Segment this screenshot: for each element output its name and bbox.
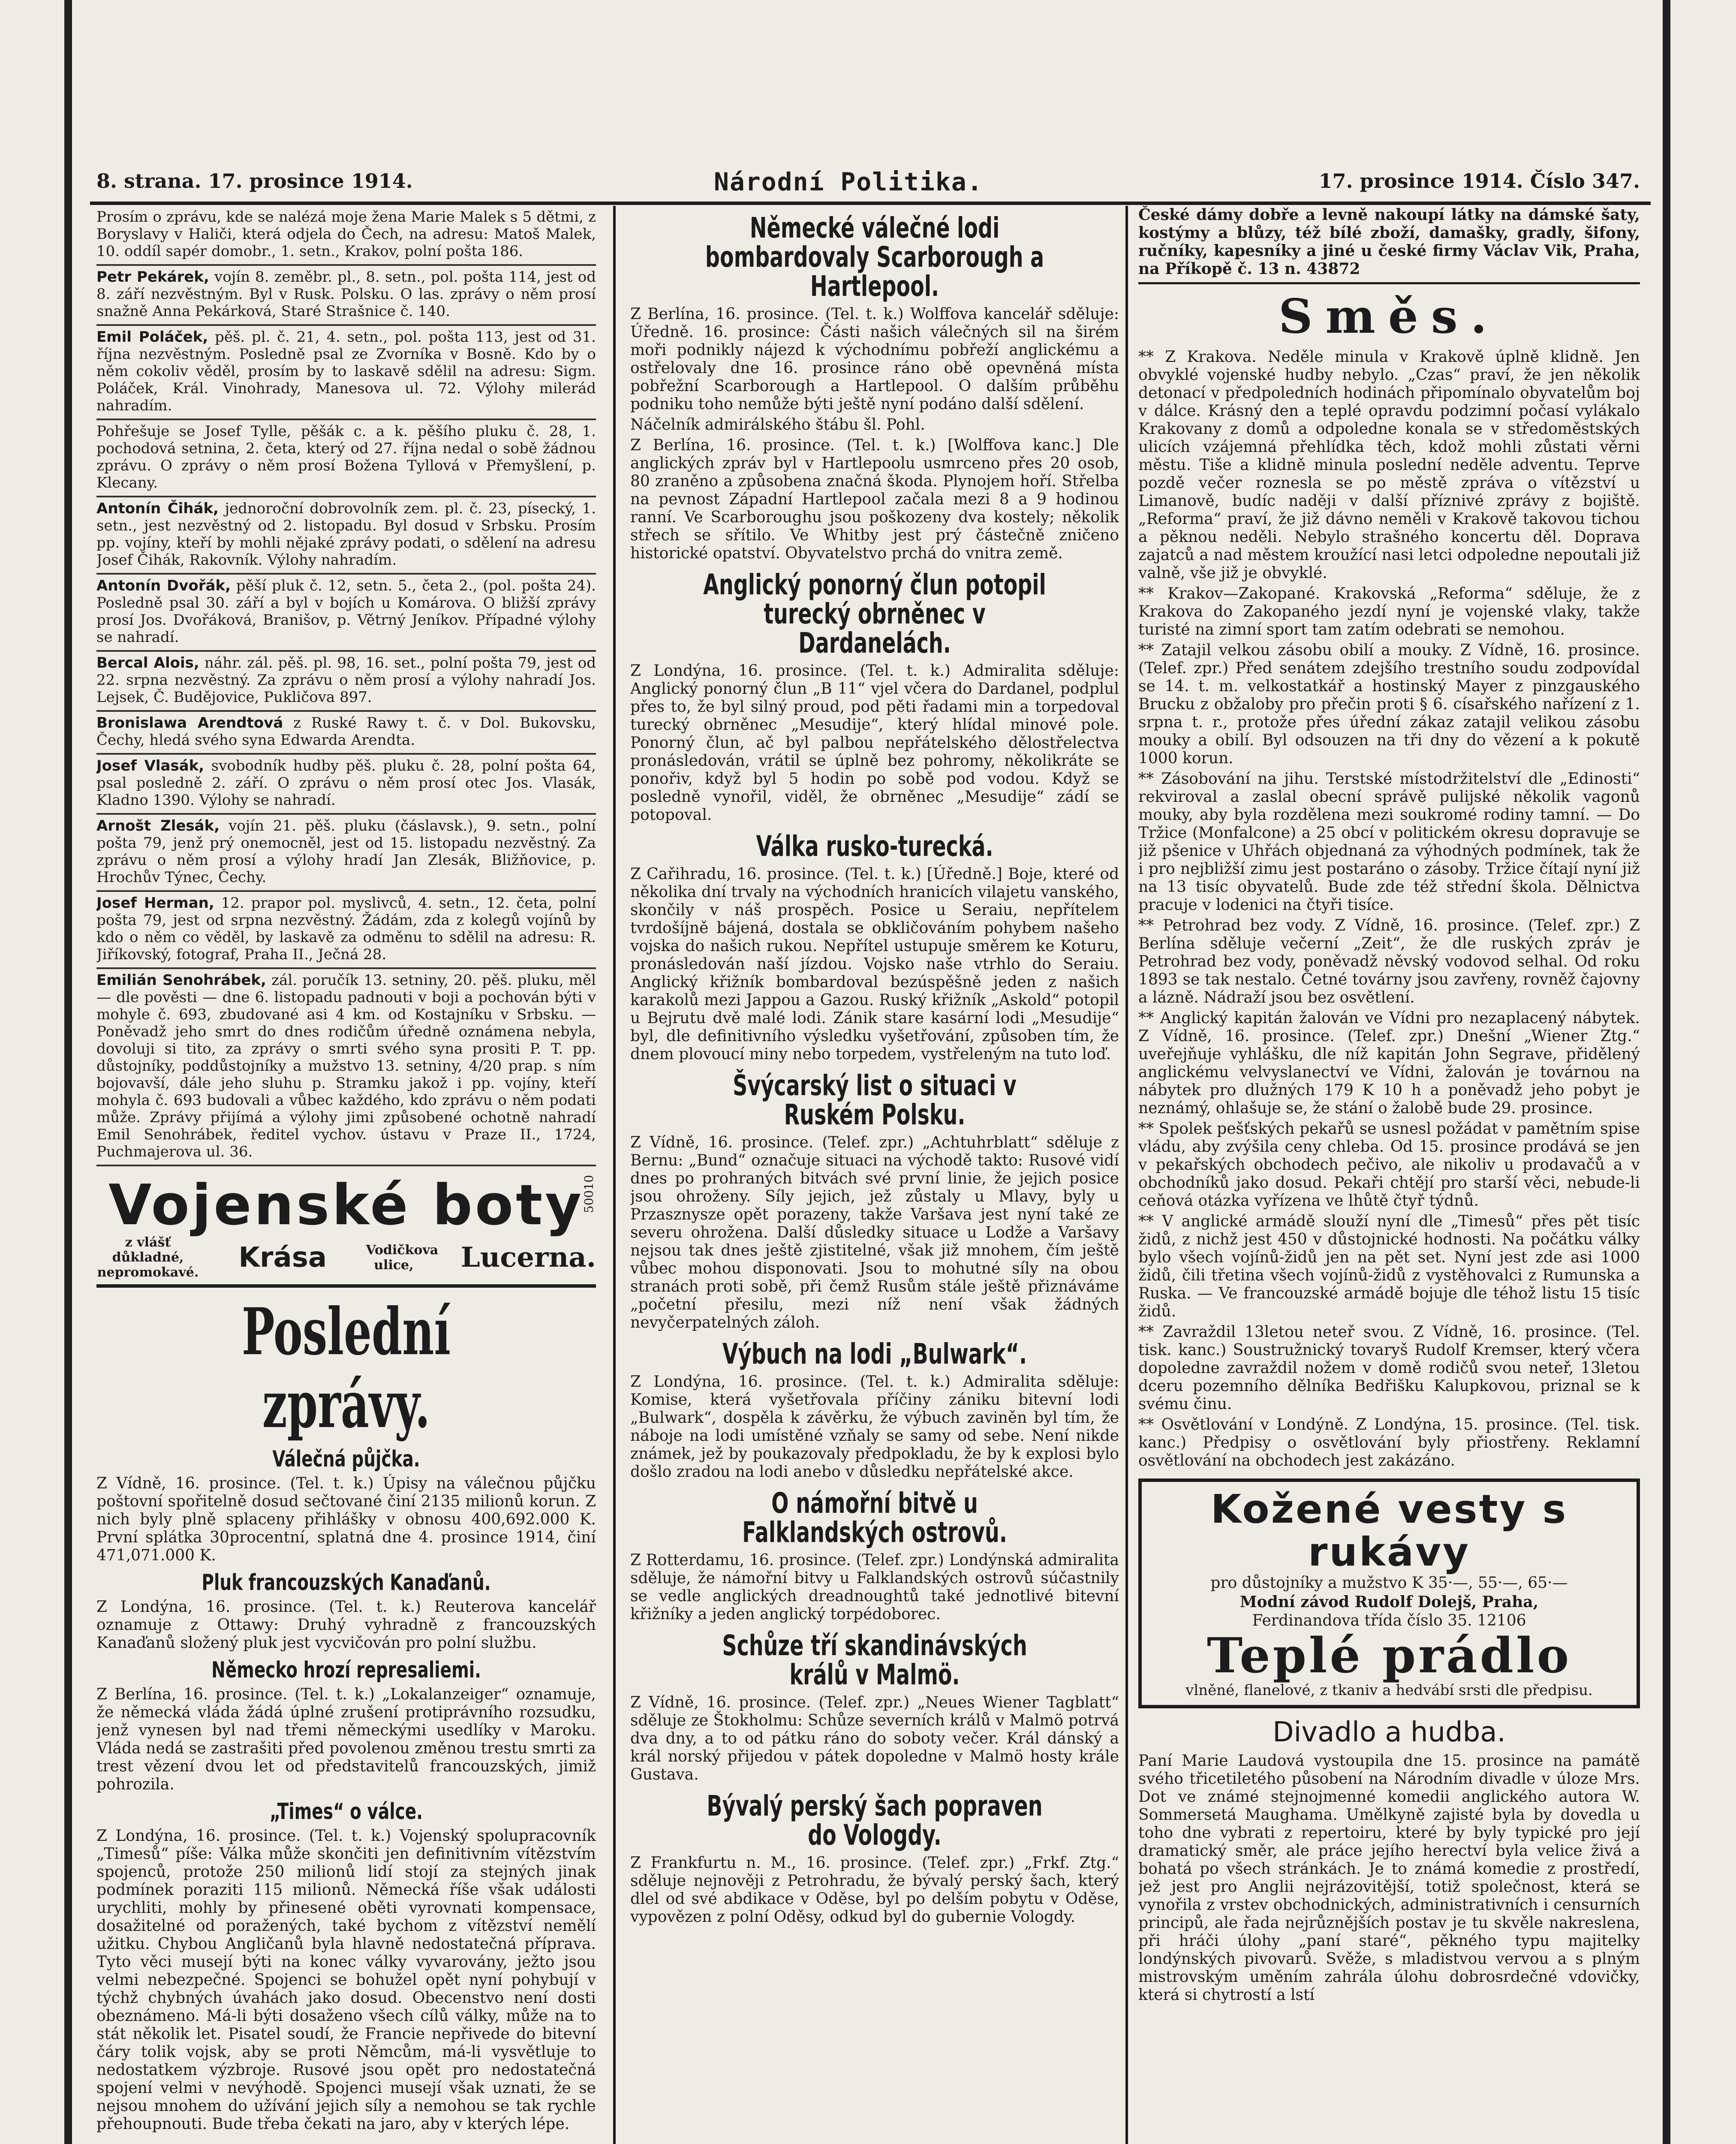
vests-ad-line1: pro důstojníky a mužstvo K 35·—, 55·—, 65·—: [1210, 1574, 1568, 1592]
personal-ad-name: Bronislawa Arendtová: [96, 714, 283, 732]
personal-ad-name: Emil Poláček,: [96, 328, 208, 346]
boot-ad-place: Lucerna.: [460, 1241, 596, 1274]
article-paragraph: Z Berlína, 16. prosince. (Tel. t. k.) Wolffova kancelář sděluje: Úředně. 16. prosince: Části našich válečných sil na širém moři podnikly nájezd k východnímu pobřeží anglickému a ostřelovaly dne 16. prosince ráno obě opevněná místa pobřežní Scarborough a Hartlepool. O dalším průběhu podniku toho nemůže býti ještě nyní podáno další sdělení.: [630, 305, 1119, 413]
column-2: [630, 206, 1119, 2144]
article-paragraph: Z Berlína, 16. prosince. (Tel. t. k.) [Wolffova kanc.] Dle anglických zpráv byl v Hartlepoolu usmrceno přes 20 osob, 80 zraněno a způsobena značná škoda. Plynojem hoří. Střelba na pevnost Západní Hartlepool začala mezi 8 a 9 hodinou ranní. Ve Scarboroughu jsou poškozeny dva kostely; několik střech se sřítilo. Ve Whitby jest prý částečně zničeno historické opatství. Obyvatelstvo prchá do vnitra země.: [630, 437, 1119, 562]
boot-ad-street: Vodičkova ulice,: [366, 1242, 439, 1273]
header-right: 17. prosince 1914. Číslo 347.: [1318, 169, 1640, 193]
section-title-miscellany: Směs.: [1278, 289, 1500, 344]
vests-ad-title: Kožené vesty s rukávy: [1210, 1486, 1568, 1575]
article-paragraph: Z Rotterdamu, 16. prosince. (Telef. zpr.) Londýnská admiralita sděluje, že námořní bitvy u Falklandských ostrovů súčastnily se vedle anglických dreadnoughtů také jednotlivé bitevní křižníky a jeden anglický torpédoborec.: [630, 1551, 1119, 1623]
article-paragraph: Z Vídně, 16. prosince. (Telef. zpr.) „Neues Wiener Tagblatt“ sděluje ze Štokholmu: Schůze severních králů v Malmö potrvá dva dny, a to od pátku ráno do soboty večer. Král dánský a král norský přijedou v pátek dopoledne v Malmö hosty krále Gustava.: [630, 1694, 1119, 1783]
personal-ad-name: Antonín Čihák,: [96, 500, 219, 517]
column-rule: [1125, 206, 1128, 2144]
personal-ad-name: Emilián Senohrábek,: [96, 972, 266, 989]
miscellany-item: ** Osvětlování v Londýně. Z Londýna, 15. prosince. (Tel. tisk. kanc.) Předpisy o osvětlování byly přiostřeny. Reklamní osvětlování na obchodech jest zakázáno.: [1138, 1416, 1640, 1469]
article-title: Pluk francouzských Kanaďanů.: [202, 1570, 491, 1596]
boot-ad-code: 50010: [582, 1175, 596, 1214]
miscellany-item: ** Zavraždil 13letou neteř svou. Z Vídně, 16. prosince. (Tel. tisk. kanc.) Soustružnický tovaryš Rudolf Kremser, který včera dopoledne zavraždil nožem v domě rodičů svou neteř, 13letou dceru pozemního dělníka Bedřišku Kalupkovou, priznal se k svému činu.: [1138, 1323, 1640, 1413]
latest-news-articles: [96, 1447, 596, 2133]
section-title-latest-news: Poslední zprávy.: [241, 1294, 451, 1442]
miscellany-item: ** Spolek pešťských pekařů se usnesl požádat v pamětním spise vládu, aby zvýšila ceny chleba. Od 15. prosince prodává se jen v pekařských obchodech pečivo, ale nikoliv u prodavačů a v obchodníků jako dosud. Pekaři chtějí pro starší věci, nebude-li ceňová otázka vyřízena ve lhůtě čtyř týdnů.: [1138, 1120, 1640, 1210]
article-headline: Švýcarský list o situaci v Ruském Polsku.: [733, 1069, 1017, 1131]
article-text: Z Londýna, 16. prosince. (Tel. t. k.) Vojenský spolupracovník „Timesů“ píše: Válka může skončiti jen definitivním vítězstvím spojenců, protože 250 milionů lidí stojí za stejných jinak podmínek poraziti 115 milionů. Německá říše však události urychliti, mohly by přinesené oběti vyrovnati kompensace, dosažitelné od poražených, také bychom z vítězství nemělí užitku. Chybou Angličanů byla hlavně nedostatečná příprava. Tyto věci musejí býti na konec války vyvarovány, ježto jsou velmi nebezpečné. Spojenci se bohužel opět nyní pohybují v týchž chybných úvahách jako dosud. Obecenstvo není dosti obeznámeno. Má-li býti dosaženo všech cílů války, může na to stát několik let. Pisatel soudí, že Francie nepřivede do bitevní čáry tolik vojsk, aby se proti Němcům, má-li vysvětluje to nedostatkem výzbroje. Rusové jsou opět pro nedostatečná spojení velmi v nevýhodě. Spojenci musejí však uznati, že se nejsou mnohem do užívání jejich síly a nemohou se tak rychle přehoupnouti. Bude třeba čekati na jaro, aby v kterých lépe.: [96, 1827, 596, 2133]
personal-ad: [96, 206, 596, 266]
personal-ad-text: zál. poručík 13. setniny, 20. pěš. pluku, měl — dle pověsti — dne 6. listopadu padnouti v boji a pochován býti v mohyle č. 693, zbudované asi 4 km. od Kostajníku v Srbsku. — Poněvadž jeho smrt do dnes rodičům úředně oznámena nebyla, dovoluji si tito, za zprávy o smrti svého syna prositi P. T. pp. důstojníky, poddůstojníky a mužstvo 13. setniny, 4/20 prap. s ním bojovavší, dále jeho sluhu p. Stramku jakož i pp. vojíny, kteří mohyla č. 693 budovali a vůbec každého, kdo zprávu o něm podati může. Zprávy přijímá a výlohy jimi způsobené ochotně nahradí Emil Senohrábek, ředitel vychov. ústavu v Praze II., 1724, Puchmajerova ul. 36.: [96, 972, 596, 1160]
article-paragraph: Z Vídně, 16. prosince. (Telef. zpr.) „Achtuhrblatt“ sděluje z Bernu: „Bund“ označuje situaci na východě takto: Rusové vidí dnes po prohraných bitvách své první linie, že jejich posice jsou ohroženy. Síly jejich, jež zůstaly u Mlavy, byly u Przasznysze opět porazeny, takže Varšava jest nyní také ze severu ohrožena. Další důsledky situace u Lodže a Varšavy nejsou tak dnes ještě zjistitelné, však již mnohem, čím ještě vůbec mohou disponovati. Jsou to mohutné síly na obou stranách proti sobě, při čemž Rusům stále ještě přiznáváme „početní přesilu, mezi níž není však žádných nevyčerpatelných záloh.: [630, 1134, 1119, 1331]
article-title: Válečná půjčka.: [272, 1446, 420, 1472]
personal-ad-name: Josef Herman,: [96, 894, 214, 912]
miscellany-items: [1138, 348, 1640, 1470]
article-headline: Schůze tří skandinávských králů v Malmö.: [722, 1629, 1027, 1691]
boot-ad-brand: Krása: [238, 1241, 327, 1274]
personal-ad-name: Bercal Alois,: [96, 654, 199, 672]
personal-ads: [96, 206, 596, 1166]
header-left: 8. strana. 17. prosince 1914.: [96, 169, 413, 193]
war-news-articles: [630, 211, 1119, 1926]
miscellany-item: ** Anglický kapitán žalován ve Vídni pro nezaplacený nábytek. Z Vídně, 16. prosince. (Telef. zpr.) Dnešní „Wiener Ztg.“ uveřejňuje vyhlášku, dle níž kapitán John Segrave, přidělený anglickému velvyslanectví ve Vídni, žalován je továrnou na nábytek pro dlužných 179 K 10 h a poněvadž jeho pobyt je neznámý, ohlašuje se, že stání o žalobě bude 29. prosince.: [1138, 1009, 1640, 1117]
personal-ad-name: Arnošt Zlesák,: [96, 817, 220, 834]
personal-ad-text: pěš. pl. č. 21, 4. setn., pol. pošta 113, jest od 31. října nezvěstným. Posledně psal ze Zvorníka v Bosně. Kdo by o něm cokoliv věděl, prosím by to laskavě sdělil na adresu: Sigm. Poláček, Král. Vinohrady, Manesova ul. 72. Výlohy milerád nahradím.: [96, 328, 596, 414]
personal-ad-text: vojín 21. pěš. pluku (čáslavsk.), 9. setn., polní pošta 79, jenž prý onemocněl, jest od 15. listopadu nezvěstný. Za zprávu o něm prosí a výlohy hradí Jan Zlesák, Bližňovice, p. Hrochův Týnec, Čechy.: [96, 817, 596, 886]
boot-advertisement: [96, 1166, 596, 1288]
personal-ad-text: z Ruské Rawy t. č. v Dol. Bukovsku, Čechy, hledá svého syna Edwarda Arendta.: [96, 714, 596, 749]
column-3: [1138, 206, 1640, 2144]
vests-advertisement: [1138, 1479, 1640, 1708]
miscellany-item: ** Zatajil velkou zásobu obilí a mouky. Z Vídně, 16. prosince. (Telef. zpr.) Před senátem zdejšího trestního soudu zodpovídal se 14. t. m. velkostatkář a hostinský Mayer z pinzgauského Brucku z obžaloby pro přečin proti § 6. císařského nařízení z 1. srpna t. r., protože přes úřední zákaz zatajil velikou zásobu mouky a obilí. Byl odsouzen na tři dny do vězení a k pokutě 1000 korun.: [1138, 641, 1640, 767]
article-text: Z Londýna, 16. prosince. (Tel. t. k.) Reuterova kancelář oznamuje z Ottawy: Druhý vyhradně z francouzských Kanaďanů složený pluk jest vycvičován pro polní službu.: [96, 1598, 596, 1652]
top-advertisement: České dámy dobře a levně nakoupí látky na dámské šaty, kostýmy a blůzy, též bílé zboží, damašky, gradly, šifony, ručníky, kapesníky a jiné u české firmy Václav Vik, Praha, na Příkopě č. 13 n. 43872: [1138, 206, 1640, 278]
article-paragraph: Z Frankfurtu n. M., 16. prosince. (Telef. zpr.) „Frkf. Ztg.“ sděluje nejnověji z Petrohradu, že bývalý perský šach, který dlel od své abdikace v Oděse, byl po delším pobytu v Oděse, vypovězen z polní Oděsy, odkud byl do gubernie Vologdy.: [630, 1854, 1119, 1926]
article-paragraph: Náčelník admirálského štábu šl. Pohl.: [630, 416, 925, 434]
personal-ad: [96, 652, 596, 712]
article-headline: Válka rusko-turecká.: [756, 830, 993, 863]
section-title-theatre: Divadlo a hudba.: [1273, 1716, 1506, 1748]
article-paragraph: Z Cařihradu, 16. prosince. (Tel. t. k.) [Úředně.] Boje, které od několika dní trvaly na východních hranicích vilajetu vanského, skončily v náš prospěch. Posice u Seraiu, nepřítelem tvrdošíjně bájená, dostala se obkličováním pohybem našeho vojska do našich rukou. Nepřítel ustupuje směrem ke Koturu, pronásledován naší jízdou. Vojsko naše vtrhlo do Seraiu. Anglický křižník bombardoval bezúspěšně jeden z našich karakolů mezi Jappou a Gazou. Ruský křižník „Askold“ potopil u Bejrutu dvě malé lodi. Zánik stare kasární lodi „Mesudije“ byl, dle definitivního výsledku vyšetřování, způsoben tím, že dnem plovoucí miny nebo torpedem, vystřeleným na tuto loď.: [630, 865, 1119, 1063]
article-title: „Times“ o válce.: [269, 1799, 423, 1825]
article-text: Z Berlína, 16. prosince. (Tel. t. k.) „Lokalanzeiger“ oznamuje, že německá vláda žádá úplné zrušení protiprávního rozsudku, jenž vynesen byl nad třemi německými usedlíky v Maroku. Vláda nedá se zastrašiti před povolenou změnou trestu smrti za trest vězení dvou let od představitelů francouzských, jimiž pohrozila.: [96, 1686, 596, 1793]
miscellany-item: ** Krakov—Zakopané. Krakovská „Reforma“ sděluje, že z Krakova do Zakopaného jezdí nyní je vojenské vlaky, takže turisté na zimní sport tam zatím odebrati se nemohou.: [1138, 585, 1640, 638]
article-paragraph: Z Londýna, 16. prosince. (Tel. t. k.) Admiralita sděluje: Komise, která vyšetřovala příčiny zániku bitevní lodi „Bulwark“, dospěla k závěrku, že výbuch zaviněn byl tím, že náboje na lodi umístěné vzňaly se samy od sebe. Není nikde známek, jež by poukazovaly předpokladu, že by k explosi bylo došlo zradou na lodi anebo v důsledku nepřátelské akce.: [630, 1373, 1119, 1481]
article-headline: Anglický ponorný člun potopil turecký obrněnec v Dardanelách.: [703, 568, 1046, 659]
personal-ad: [96, 712, 596, 755]
warm-linen-ad-title: Teplé prádlo: [1206, 1628, 1572, 1684]
divider: [1138, 282, 1640, 284]
column-rule: [613, 206, 616, 2144]
personal-ad-text: jednoroční dobrovolník zem. pl. č. 23, písecký, 1. setn., jest nezvěstný od 2. listopadu. Byl dosud v Srbsku. Prosím pp. vojíny, kteří by mohli nějaké zprávy podati, o sdělení na adresu Josef Čihák, Rakovník. Výlohy nahradím.: [96, 500, 596, 569]
boot-ad-note: z vlášť důkladné, nepromokavé.: [97, 1235, 199, 1280]
page-header: [96, 163, 1640, 202]
warm-linen-ad-line: vlněné, flanelové, z tkaniv a hedvábí srsti dle předpisu.: [1185, 1682, 1593, 1699]
personal-ad-name: Josef Vlasák,: [96, 757, 205, 774]
personal-ad: [96, 969, 596, 1166]
article-headline: Bývalý perský šach popraven do Vologdy.: [707, 1789, 1043, 1852]
personal-ad-name: Antonín Dvořák,: [96, 577, 231, 594]
personal-ad-name: Petr Pekárek,: [96, 268, 209, 286]
personal-ad-text: Pohřešuje se Josef Tylle, pěšák c. a k. pěšího pluku č. 28, 1. pochodová setnina, 2. četa, který od 27. října nedal o sobě žádnou zprávu. O zprávy o něm prosí Božena Tyllová v Přemyšlení, p. Klecany.: [96, 423, 596, 491]
miscellany-item: ** V anglické armádě slouží nyní dle „Timesů“ přes pět tisíc židů, z nichž jest 450 v důstojnické hodnosti. Na počátku války bylo všech vojínů-židů jen na pět set. Nyní jest zde asi 1000 židů, čili třetina všech vojínů-židů z vystěhovalci z Rumunska a Ruska. — Ve francouzské armádě bojuje dle téhož listu 15 tisíc židů.: [1138, 1213, 1640, 1320]
article-title: Německo hrozí represaliemi.: [211, 1657, 481, 1683]
article-headline: Německé válečné lodi bombardovaly Scarborough a Hartlepool.: [705, 211, 1044, 303]
personal-ad-text: pěší pluk č. 12, setn. 5., četa 2., (pol. pošta 24). Posledně psal 30. září a byl v bojích u Komárova. O bližší zprávy prosí Jos. Dvořáková, Branišov, p. Větrný Jeníkov. Případné výlohy se nahradí.: [96, 577, 596, 646]
personal-ad-text: 12. prapor pol. myslivců, 4. setn., 12. četa, polní pošta 79, jest od srpna nezvěstný. Žádám, zda z kolegů vojínů by kdo o něm co věděl, by laskavě za odměnu to sdělil na adresu: R. Jiříkovský, fotograf, Praha II., Ječná 28.: [96, 894, 596, 963]
masthead-title: Národní Politika.: [714, 167, 983, 196]
personal-ad: [96, 892, 596, 969]
article-text: Z Vídně, 16. prosince. (Tel. t. k.) Úpisy na válečnou půjčku poštovní spořitelně dosud sečtované činí 2135 milionů korun. Z nich byly plně splaceny přihlášky v obnosu 400,692.000 K. První splátka 30procentní, splatná dne 4. prosince 1914, činí 471,071.000 K.: [96, 1475, 596, 1564]
personal-ad-text: Prosím o zprávu, kde se nalézá moje žena Marie Malek s 5 dětmi, z Boryslavy v Haliči, která odjela do Čech, na adresu: Matoš Malek, 10. oddíl sapér domobr., 1. setn., Krakov, polní pošta 186.: [96, 208, 596, 260]
personal-ad-text: vojín 8. zeměbr. pl., 8. setn., pol. pošta 114, jest od 8. září nezvěstným. Byl v Rusk. Polsku. O las. zprávy o něm prosí snažně Anna Pekárková, Staré Strašnice č. 140.: [96, 268, 596, 320]
personal-ad: [96, 266, 596, 326]
personal-ad-text: svobodník hudby pěš. pluku č. 28, polní pošta 64, psal posledně 2. září. O zprávu o něm prosí otec Jos. Vlasák, Kladno 1390. Výlohy se nahradí.: [96, 757, 596, 809]
article-headline: O námořní bitvě u Falklandských ostrovů.: [742, 1487, 1007, 1549]
article-paragraph: Z Londýna, 16. prosince. (Tel. t. k.) Admiralita sděluje: Anglický ponorný člun „B 11“ vjel včera do Dardanel, podplul přes to, že byl silný proud, pod pěti řadami min a torpedoval turecký obrněnec „Mesudije“, který hlídal minové pole. Ponorný člun, ač byl palbou nepřátelského dělostřelectva pronásledován, vrátil se úplně bez pohromy, několikráte se ponořiv, když byl 5 hodin po sobě pod vodou. Když se posledně vynořil, viděl, že obrněnec „Mesudije“ zádí se potopoval.: [630, 662, 1119, 824]
theatre-article: Paní Marie Laudová vystoupila dne 15. prosince na památě svého třicetiletého působení na Národním divadle v úloze Mrs. Dot ve známé stejnojmenné komedii anglického autora W. Sommersetá Maughama. Umělkyně zajisté byla by dovedla u toho dne vybrati z repertoiru, které by byly typické pro její dramatický směr, ale práce jejího herectví byla velice živá a bohatá po všech stránkách. Je to známá komedie z prostředí, jež jest pro Anglii nejrázovitější, totiž společnost, která se vynořila z vrstev obchodnických, administrativních i censurních principů, ale řada nejrůznějších postav je tu skvěle nakreslena, při hráči úlohy „paní staré“, pěkného typu majitelky londýnských pivovarů. Svěže, s mladistvou vervou a s plným mistrovským uměním zahrála úlohu dobrosrdečné vdovičky, která si chytrostí a lstí: [1138, 1752, 1640, 2004]
header-rule: [90, 202, 1651, 205]
miscellany-item: ** Zásobování na jihu. Terstské místodržitelství dle „Edinosti“ rekviroval a zaslal obecní správě pulijské několik vagonů mouky, aby byla rozdělena mezi soukromé rodiny tamní. — Do Tržice (Monfalcone) a 25 obcí v politickém okresu dopravuje se již pšenice v Uhřách objednaná za výhodných podmínek, tak že i pro nejbližší zimu jest postaráno o zásoby. Tržice čítají nyní již na 13 tisíc obyvatelů. Bude zde též střední škola. Dělnictva pracuje v lodenici na čtyři tisíce.: [1138, 770, 1640, 914]
personal-ad: [96, 497, 596, 575]
personal-ad: [96, 755, 596, 815]
miscellany-item: ** Z Krakova. Neděle minula v Krakově úplně klidně. Jen obvyklé vojenské hudby nebylo. „Czas“ praví, že jen několik detonací v předpoledních hodinách připomínalo obyvatelům boj v dálce. Krásný den a teplé opravdu podzimní počasí vylákalo Krakovany z domů a odpoledne konala se v středoměstských ulicích vzájemná přehlídka těch, kdož mohli zůstati věrni městu. Tiše a klidně minula poslední neděle adventu. Teprve pozdě večer roznesla se po městě zpráva o vítězství u Limanově, budíc naději v další příznivé zprávy z bojiště. „Reforma“ praví, že již dávno neměli v Krakově takovou tichou a pěknou neděli. Nebylo strašného koncertu děl. Doprava zajatců a nad městem kroužící nasi letci odpoledne nepoutali již valně, vše již je obvyklé.: [1138, 348, 1640, 582]
column-1: [96, 206, 596, 2144]
vests-ad-line2: Modní závod Rudolf Dolejš, Praha,: [1240, 1593, 1539, 1611]
boot-ad-title: Vojenské boty: [108, 1172, 584, 1238]
personal-ad: [96, 326, 596, 420]
personal-ad: [96, 420, 596, 497]
article-headline: Výbuch na lodi „Bulwark“.: [722, 1337, 1027, 1370]
vests-ad-line3: Ferdinandova třída číslo 35. 12106: [1252, 1612, 1526, 1629]
miscellany-item: ** Petrohrad bez vody. Z Vídně, 16. prosince. (Telef. zpr.) Z Berlína sděluje večerní „Zeit“, že dle ruských zpráv je Petrohrad bez vody, poněvadž něvský vodovod selhal. Od roku 1893 se tak nestalo. Četné továrny jsou zavřeny, rovněž čajovny a lázně. Nádraží jsou bez osvětlení.: [1138, 917, 1640, 1006]
personal-ad: [96, 815, 596, 892]
personal-ad: [96, 575, 596, 652]
personal-ad-text: náhr. zál. pěš. pl. 98, 16. set., polní pošta 79, jest od 22. srpna nezvěstný. Za zprávu o něm prosí a výlohy nahradí Jos. Lejsek, Č. Budějovice, Pukličova 897.: [96, 654, 596, 706]
